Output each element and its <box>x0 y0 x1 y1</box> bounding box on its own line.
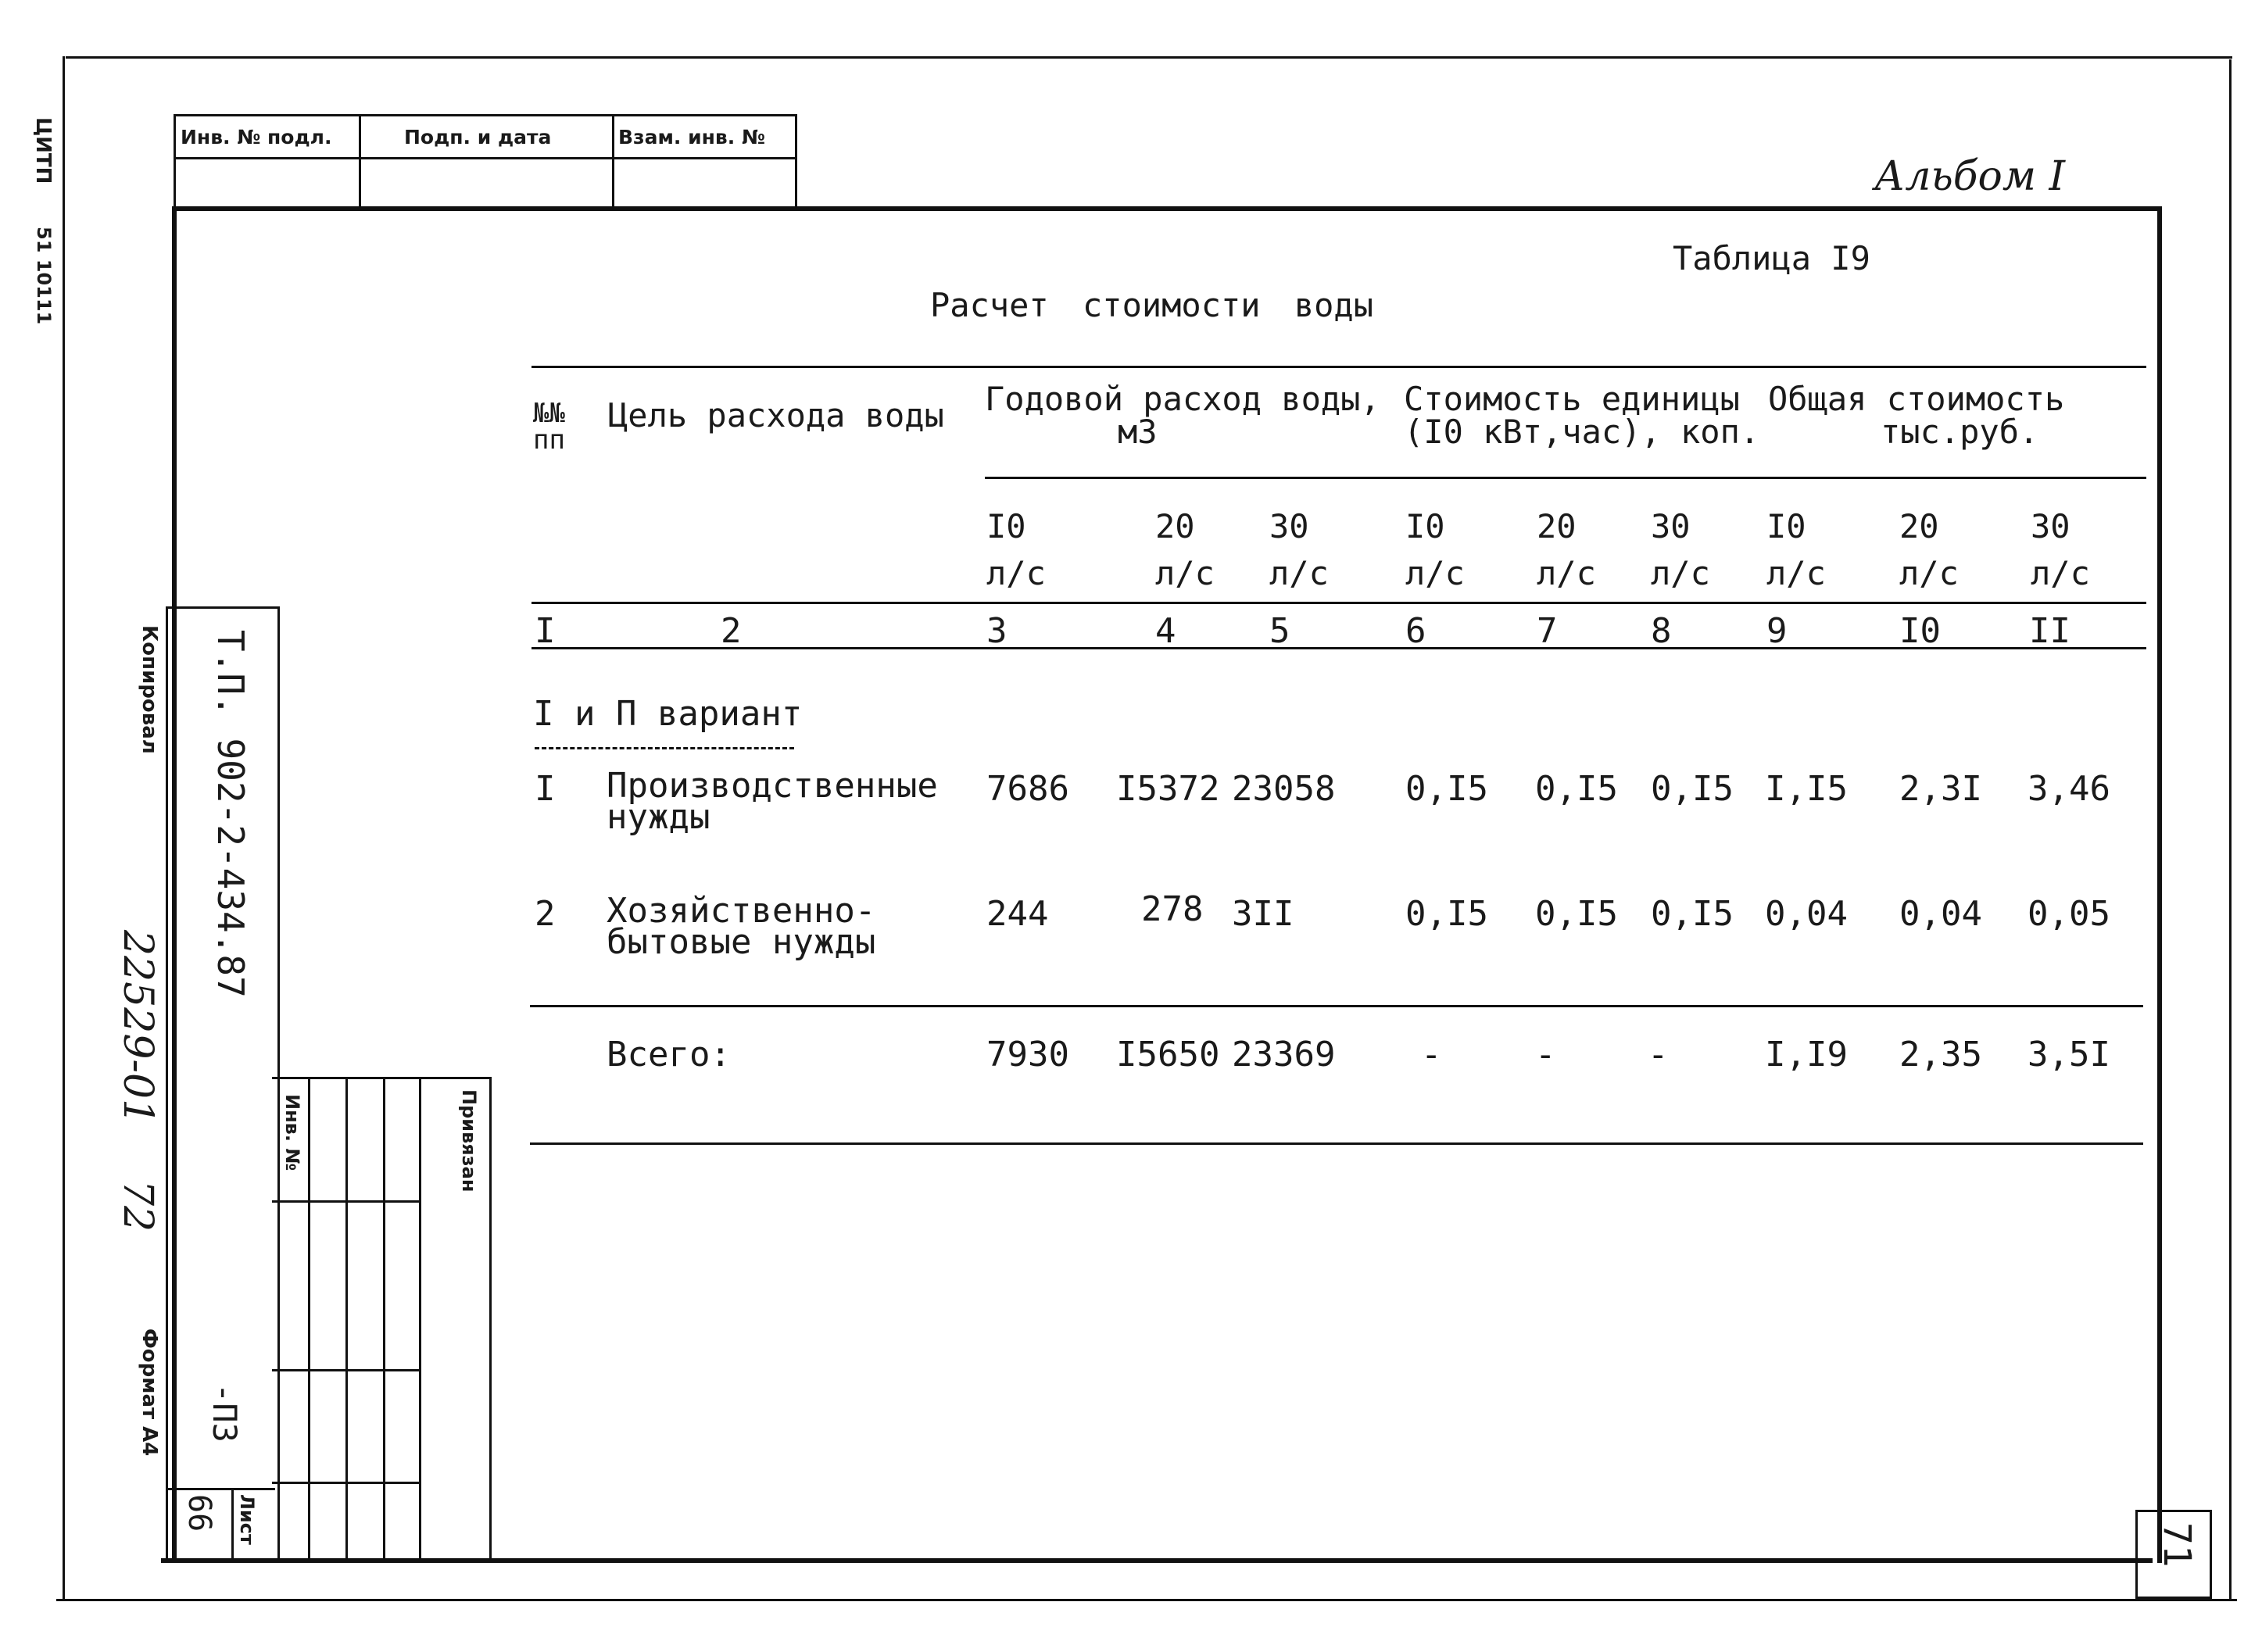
subheader-unit-20: 20 л/с <box>1537 507 1596 592</box>
section-label: -ПЗ <box>206 1383 244 1443</box>
colnum-8: 8 <box>1651 611 1672 651</box>
total-val-7: - <box>1535 1035 1556 1075</box>
outer-frame-right <box>2229 59 2232 1600</box>
table-subheader-line <box>985 477 2146 479</box>
colnum-4: 4 <box>1155 611 1176 651</box>
stamp-inv-podl: Инв. № подл. <box>181 126 332 148</box>
header-total-cost: Общая стоимость тыс.руб. <box>1768 380 2065 451</box>
inv-block-v2 <box>345 1077 348 1560</box>
album-label: Альбом I <box>1874 153 2066 200</box>
format-label: Формат А4 <box>138 1328 161 1457</box>
inv-label: Инв. № <box>281 1094 303 1171</box>
inv-block-v1 <box>308 1077 310 1560</box>
top-stamp <box>174 114 797 209</box>
colnum-7: 7 <box>1537 611 1558 651</box>
row1-val-8: 0,I5 <box>1651 769 1734 809</box>
sheet-label: Лист <box>236 1494 258 1545</box>
row2-val-11: 0,05 <box>2028 894 2110 934</box>
table-number: Таблица I9 <box>1673 239 1870 277</box>
header-purpose: Цель расхода воды <box>608 396 944 434</box>
row1-val-5: 23058 <box>1232 769 1336 809</box>
stamp-vzam-inv: Взам. инв. № <box>618 126 765 148</box>
outer-frame-bottom <box>56 1599 2237 1601</box>
top-stamp-header-line <box>176 157 795 159</box>
row1-val-4: I5372 <box>1116 769 1220 809</box>
inv-block-h3 <box>272 1482 419 1484</box>
subheader-annual-20: 20 л/с <box>1155 507 1215 592</box>
table-bottom-line <box>530 1142 2143 1145</box>
subheader-annual-10: I0 л/с <box>986 507 1046 592</box>
row1-val-9: I,I5 <box>1765 769 1848 809</box>
total-val-4: I5650 <box>1116 1035 1220 1075</box>
page-title: Расчет стоимости воды <box>930 286 1374 324</box>
table-total-top-line <box>530 1005 2143 1007</box>
colnum-11: II <box>2029 611 2071 651</box>
colnum-9: 9 <box>1766 611 1788 651</box>
outer-frame-left <box>63 56 65 1600</box>
total-val-3: 7930 <box>986 1035 1069 1075</box>
inv-block-h2 <box>272 1369 419 1371</box>
row2-val-10: 0,04 <box>1899 894 1982 934</box>
sheet-number: 66 <box>181 1494 217 1532</box>
subheader-unit-10: I0 л/с <box>1405 507 1465 592</box>
subheader-annual-30: 30 л/с <box>1269 507 1329 592</box>
section-title-underline <box>535 747 794 749</box>
copied-label: Копировал <box>138 625 161 754</box>
total-val-8: - <box>1648 1035 1669 1075</box>
subheader-unit-30: 30 л/с <box>1651 507 1710 592</box>
top-stamp-divider-1 <box>359 116 361 209</box>
outer-frame-top <box>66 56 2232 59</box>
row2-val-6: 0,I5 <box>1405 894 1488 934</box>
header-annual: Годовой расход воды, м3 <box>985 380 1380 451</box>
org-label: ЦИТП <box>31 117 55 184</box>
privyazan-label: Привязан <box>458 1089 480 1193</box>
inv-block-v3 <box>383 1077 385 1560</box>
row1-num: I <box>535 769 556 809</box>
row1-val-6: 0,I5 <box>1405 769 1488 809</box>
table-top-line <box>531 366 2146 368</box>
row1-val-7: 0,I5 <box>1535 769 1618 809</box>
total-val-6: - <box>1421 1035 1442 1075</box>
subheader-total-10: I0 л/с <box>1766 507 1826 592</box>
project-code: Т.П. 902-2-434.87 <box>209 630 252 998</box>
side-block-sheet-line <box>166 1488 275 1490</box>
header-num: №№ пп <box>533 398 565 456</box>
section-title: I и П вариант <box>533 694 803 734</box>
subheader-total-20: 20 л/с <box>1899 507 1959 592</box>
total-val-9: I,I9 <box>1765 1035 1848 1075</box>
side-block-sheet-divider <box>231 1488 234 1560</box>
colnum-6: 6 <box>1405 611 1426 651</box>
inv-block-h1 <box>272 1200 419 1203</box>
row2-val-3: 244 <box>986 894 1049 934</box>
row2-val-7: 0,I5 <box>1535 894 1618 934</box>
row2-val-4: 278 <box>1141 889 1204 929</box>
top-stamp-divider-2 <box>612 116 614 209</box>
total-val-5: 23369 <box>1232 1035 1336 1075</box>
header-unit-cost: Стоимость единицы (I0 кВт,час), коп. <box>1404 380 1760 451</box>
colnum-2: 2 <box>721 611 742 651</box>
total-val-11: 3,5I <box>2028 1035 2110 1075</box>
row1-val-10: 2,3I <box>1899 769 1982 809</box>
row2-purpose: Хозяйственно- бытовые нужды <box>607 891 876 962</box>
org-code: 51 10111 <box>33 227 55 325</box>
row1-purpose: Производственные нужды <box>607 766 938 837</box>
doc-number: 22529-01 <box>114 930 161 1125</box>
stamp-podp-data: Подп. и дата <box>404 126 552 148</box>
colnum-10: I0 <box>1899 611 1941 651</box>
inv-block-v4 <box>419 1077 421 1560</box>
page-number: 71 <box>2155 1522 2199 1568</box>
row2-num: 2 <box>535 894 556 934</box>
colnum-1: I <box>535 611 556 651</box>
row1-val-3: 7686 <box>986 769 1069 809</box>
row2-val-8: 0,I5 <box>1651 894 1734 934</box>
row1-val-11: 3,46 <box>2028 769 2110 809</box>
colnum-3: 3 <box>986 611 1008 651</box>
colnum-5: 5 <box>1269 611 1290 651</box>
subheader-total-30: 30 л/с <box>2031 507 2090 592</box>
table-header-bottom-line <box>531 602 2146 604</box>
total-label: Всего: <box>607 1035 731 1075</box>
total-val-10: 2,35 <box>1899 1035 1982 1075</box>
row2-val-5: 3II <box>1232 894 1294 934</box>
doc-page: 72 <box>114 1180 161 1232</box>
row2-val-9: 0,04 <box>1765 894 1848 934</box>
